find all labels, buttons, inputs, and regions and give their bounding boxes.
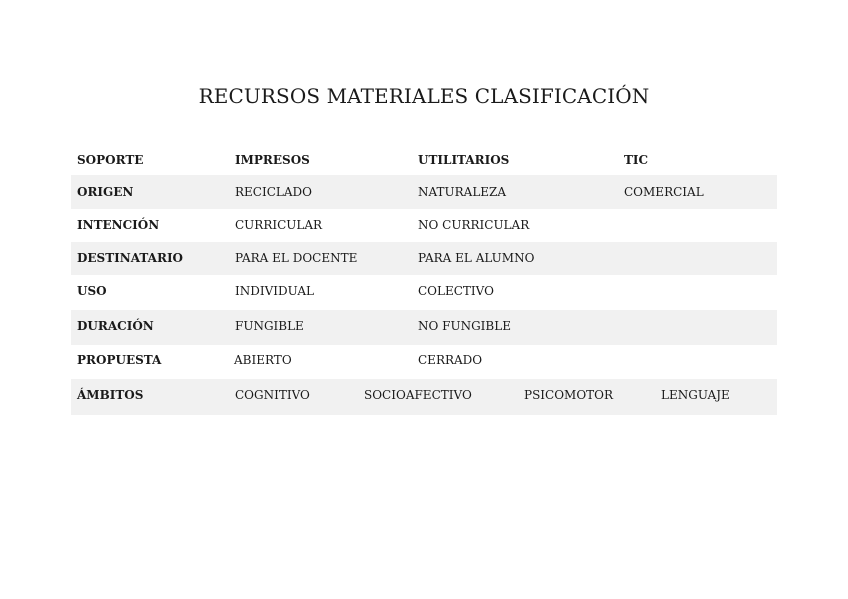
table-cell: CURRICULAR: [235, 218, 323, 232]
table-cell: INDIVIDUAL: [235, 284, 315, 298]
table-row-intencion: [71, 209, 777, 242]
table-cell: TIC: [624, 153, 649, 167]
table-cell: PARA EL ALUMNO: [418, 251, 535, 265]
table-cell: COLECTIVO: [418, 284, 494, 298]
table-row-propuesta: [71, 345, 777, 379]
table-cell: COGNITIVO: [235, 388, 310, 402]
row-label-soporte: SOPORTE: [77, 153, 144, 167]
table-cell: NATURALEZA: [418, 185, 507, 199]
table-row-soporte: [71, 142, 777, 175]
table-cell: FUNGIBLE: [235, 319, 304, 333]
table-cell: NO CURRICULAR: [418, 218, 530, 232]
table-row-destinatario: [71, 242, 777, 275]
table-cell: UTILITARIOS: [418, 153, 510, 167]
table-row-origen: [71, 175, 777, 209]
table-cell: IMPRESOS: [235, 153, 310, 167]
row-label-uso: USO: [77, 284, 107, 298]
table-cell: PSICOMOTOR: [524, 388, 614, 402]
table-cell: COMERCIAL: [624, 185, 704, 199]
table-row-uso: [71, 275, 777, 310]
table-cell: SOCIOAFECTIVO: [364, 388, 472, 402]
row-label-destinatario: DESTINATARIO: [77, 251, 184, 265]
table-row-duracion: [71, 310, 777, 345]
row-label-propuesta: PROPUESTA: [77, 353, 162, 367]
classification-table: [71, 142, 777, 415]
table-cell: ABIERTO: [234, 353, 292, 367]
table-cell: LENGUAJE: [661, 388, 730, 402]
row-label-origen: ORIGEN: [77, 185, 134, 199]
table-cell: PARA EL DOCENTE: [235, 251, 358, 265]
page-title: RECURSOS MATERIALES CLASIFICACIÓN: [198, 84, 650, 108]
table-cell: NO FUNGIBLE: [418, 319, 511, 333]
table-cell: CERRADO: [418, 353, 483, 367]
row-label-ambitos: ÁMBITOS: [77, 388, 144, 402]
table-row-ambitos: [71, 379, 777, 415]
row-label-intencion: INTENCIÓN: [77, 218, 160, 232]
table-cell: RECICLADO: [235, 185, 312, 199]
row-label-duracion: DURACIÓN: [77, 319, 154, 333]
